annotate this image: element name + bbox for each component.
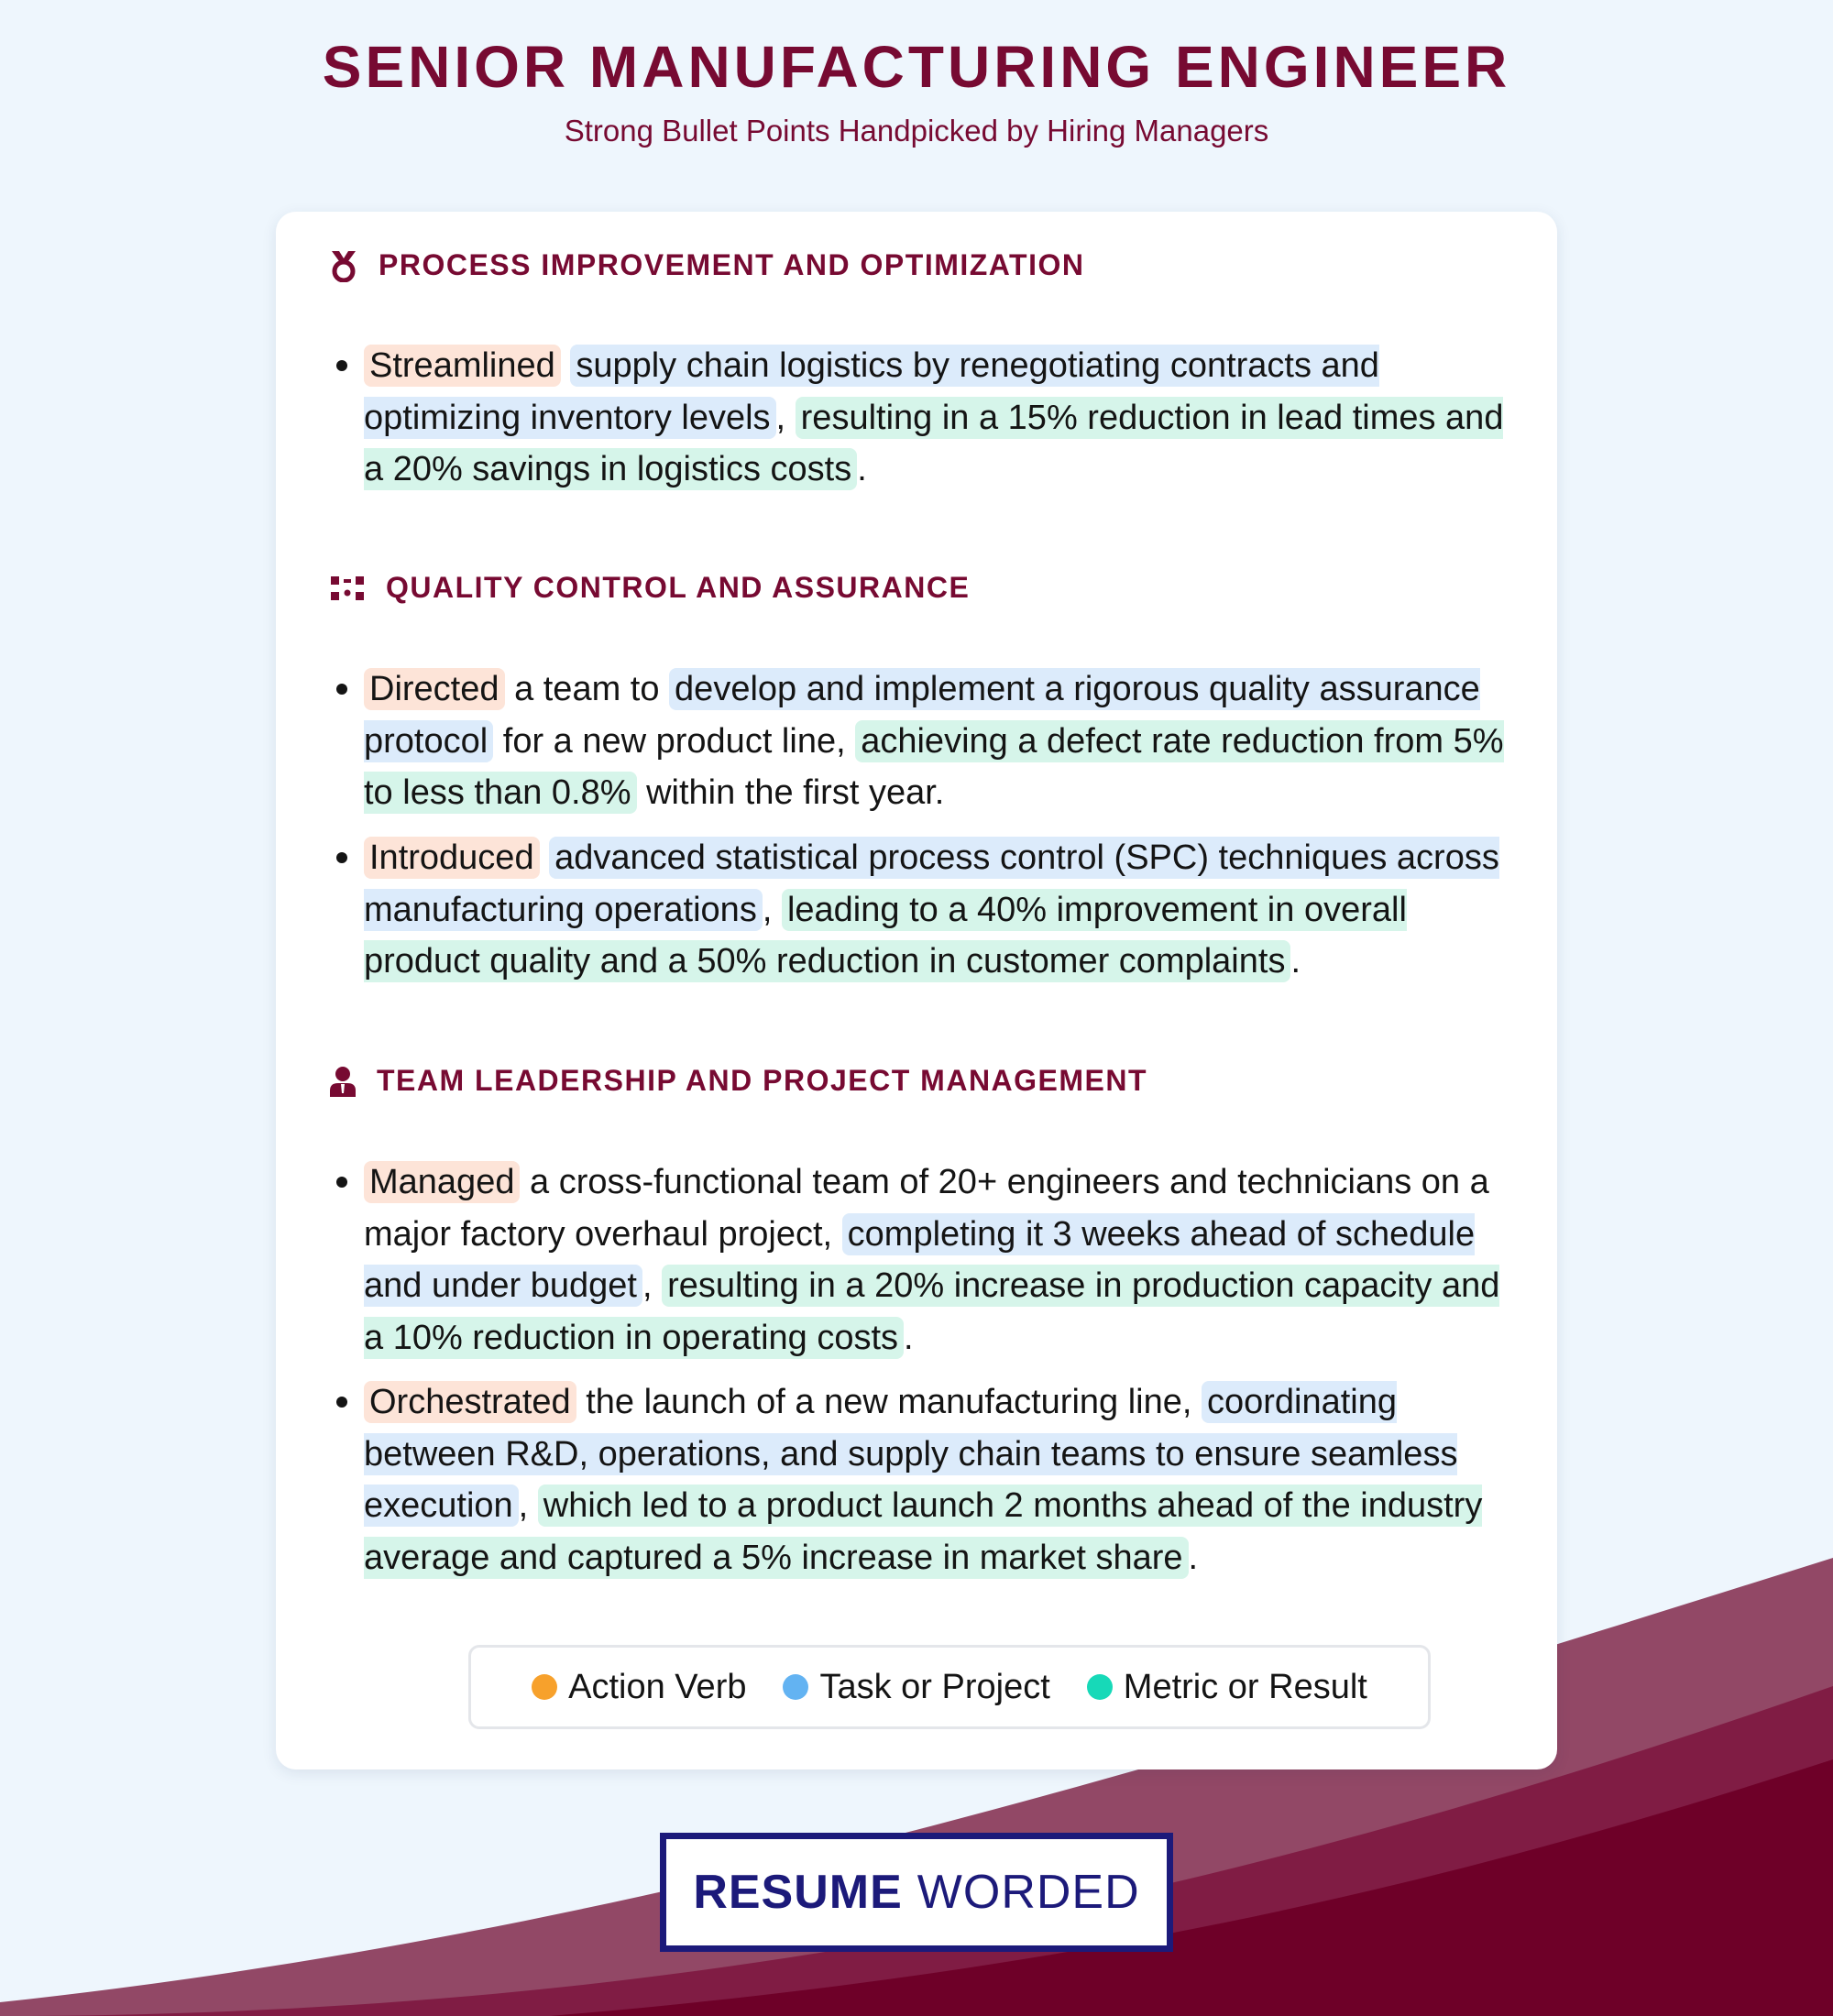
ending: within the first year. — [646, 773, 945, 813]
separator: , — [762, 890, 773, 929]
bullet-card — [276, 212, 1557, 1769]
legend-label: Metric or Result — [1123, 1667, 1367, 1706]
task-dot-icon — [783, 1674, 808, 1700]
metric-text: resulting in a 15% reduction in lead times and a 20% savings in logistics costs — [364, 398, 1504, 489]
mid-text: for a new product line, — [502, 721, 846, 761]
legend-item-task — [783, 1668, 1049, 1707]
ending: . — [1290, 942, 1301, 981]
page-subtitle: Strong Bullet Points Handpicked by Hiring Managers — [564, 114, 1269, 148]
separator: , — [775, 398, 786, 437]
bullet-text — [364, 832, 1509, 988]
ending: . — [904, 1319, 914, 1358]
pre-text: a cross-functional team of 20+ engineers and technicians on a major factory overhaul project, — [364, 1163, 1489, 1254]
bullet-text — [364, 1376, 1509, 1584]
section-title: TEAM LEADERSHIP AND PROJECT MANAGEMENT — [377, 1064, 1148, 1097]
bullet-item — [336, 663, 1509, 819]
separator: , — [518, 1486, 529, 1526]
task-text: advanced statistical process control (SPC) techniques across manufacturing operations — [364, 838, 1499, 929]
pre-text: a team to — [514, 670, 660, 708]
ending: . — [1188, 1539, 1199, 1578]
legend-label: Action Verb — [568, 1667, 747, 1706]
color-legend — [468, 1645, 1431, 1729]
metric-text: achieving a defect rate reduction from 5% to less than 0.8% — [364, 721, 1504, 813]
section-title: PROCESS IMPROVEMENT AND OPTIMIZATION — [379, 248, 1085, 281]
manager-icon — [329, 1066, 357, 1097]
task-text: completing it 3 weeks ahead of schedule and under budget — [364, 1214, 1476, 1306]
page-title: SENIOR MANUFACTURING ENGINEER — [322, 34, 1511, 100]
action-verb: Managed — [364, 1161, 520, 1203]
bullet-item — [336, 832, 1509, 988]
bullet-item — [336, 340, 1509, 496]
medal-icon — [329, 249, 358, 282]
resume-worded-logo — [660, 1833, 1173, 1952]
bullet-dot — [336, 1177, 347, 1188]
section-heading-process — [329, 248, 1084, 282]
task-text: coordinating between R&D, operations, and supply chain teams to ensure seamless execution — [364, 1383, 1458, 1526]
bullet-item — [336, 1156, 1509, 1364]
bullet-dot — [336, 1397, 347, 1408]
action-dot-icon — [532, 1674, 557, 1700]
legend-item-metric — [1087, 1668, 1367, 1707]
task-text: supply chain logistics by renegotiating contracts and optimizing inventory levels — [364, 346, 1379, 437]
logo-regular: WORDED — [916, 1866, 1140, 1919]
section-heading-leadership — [329, 1064, 1147, 1098]
bullet-text — [364, 340, 1509, 496]
metric-text: resulting in a 20% increase in production capacity and a 10% reduction in operating costs — [364, 1266, 1500, 1358]
action-verb: Introduced — [364, 837, 540, 879]
pre-text: the launch of a new manufacturing line, — [586, 1383, 1192, 1421]
task-text: develop and implement a rigorous quality assurance protocol — [364, 670, 1480, 761]
metric-text: which led to a product launch 2 months ahead of the industry average and captured a 5% increase in market share — [364, 1486, 1483, 1578]
ending: . — [857, 450, 867, 489]
action-verb: Directed — [364, 668, 505, 710]
metric-dot-icon — [1087, 1674, 1113, 1700]
logo-bold: RESUME — [693, 1866, 903, 1919]
page-header — [0, 0, 1833, 148]
separator: , — [642, 1266, 653, 1306]
section-title: QUALITY CONTROL AND ASSURANCE — [386, 571, 971, 604]
metric-text: leading to a 40% improvement in overall product quality and a 50% reduction in customer complaints — [364, 890, 1407, 981]
bullet-dot — [336, 360, 347, 371]
bullet-dot — [336, 684, 347, 695]
legend-label: Task or Project — [819, 1667, 1050, 1706]
bullet-text — [364, 663, 1509, 819]
section-heading-quality — [329, 571, 970, 605]
quality-nodes-icon — [329, 575, 366, 602]
action-verb: Orchestrated — [364, 1381, 576, 1423]
legend-item-action — [532, 1668, 746, 1707]
bullet-text — [364, 1156, 1509, 1364]
bullet-dot — [336, 852, 347, 863]
bullet-item — [336, 1376, 1509, 1584]
action-verb: Streamlined — [364, 345, 561, 387]
